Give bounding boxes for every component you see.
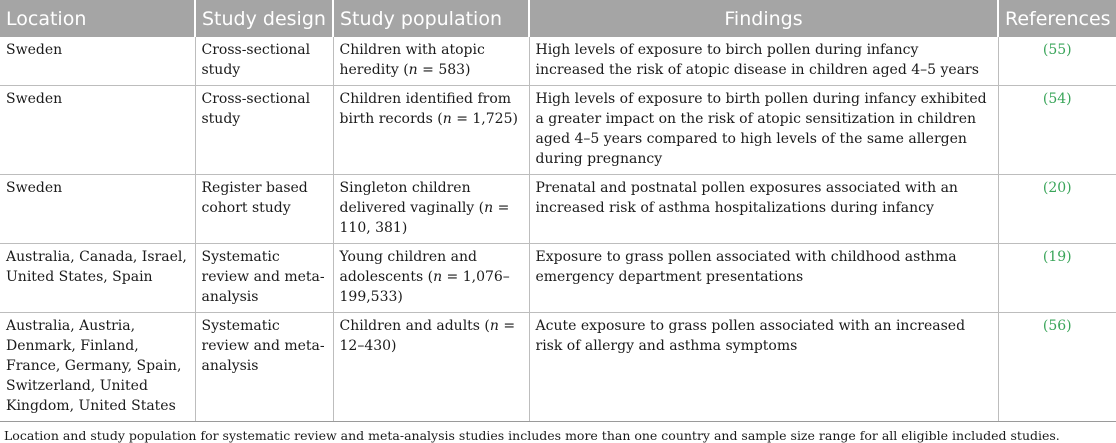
cell-study-population bbox=[333, 175, 529, 244]
n-symbol: n bbox=[489, 318, 499, 334]
population-text: Young children and adolescents ( bbox=[339, 249, 477, 285]
cell-reference bbox=[998, 313, 1116, 422]
cell-location: Australia, Austria, Denmark, Finland, France, Germany, Spain, Switzerland, United Kingdom, United States bbox=[0, 313, 195, 422]
cell-study-design: Cross-sectional study bbox=[195, 37, 333, 86]
cell-reference bbox=[998, 244, 1116, 313]
table-row bbox=[0, 37, 1116, 86]
n-symbol: n bbox=[484, 200, 494, 216]
reference-link[interactable]: (20) bbox=[1042, 180, 1072, 196]
cell-reference bbox=[998, 86, 1116, 175]
cell-study-design: Systematic review and meta-analysis bbox=[195, 244, 333, 313]
cell-location: Sweden bbox=[0, 175, 195, 244]
cell-study-population bbox=[333, 86, 529, 175]
cell-findings: High levels of exposure to birth pollen during infancy exhibited a greater impact on the risk of atopic sensitization in children aged 4–5 years compared to high levels of the same allergen during pregnancy bbox=[529, 86, 998, 175]
reference-link[interactable]: (55) bbox=[1042, 42, 1072, 58]
table-row bbox=[0, 175, 1116, 244]
population-text: Children with atopic heredity ( bbox=[339, 42, 485, 78]
cell-findings: Prenatal and postnatal pollen exposures associated with an increased risk of asthma hospitalizations during infancy bbox=[529, 175, 998, 244]
population-count: = 1,725) bbox=[451, 111, 518, 127]
n-symbol: n bbox=[433, 269, 443, 285]
cell-study-design: Systematic review and meta-analysis bbox=[195, 313, 333, 422]
cell-findings: Acute exposure to grass pollen associated with an increased risk of allergy and asthma symptoms bbox=[529, 313, 998, 422]
population-text: Children and adults ( bbox=[339, 318, 490, 334]
cell-study-design: Cross-sectional study bbox=[195, 86, 333, 175]
cell-findings: High levels of exposure to birch pollen during infancy increased the risk of atopic disease in children aged 4–5 years bbox=[529, 37, 998, 86]
cell-findings: Exposure to grass pollen associated with childhood asthma emergency department presentations bbox=[529, 244, 998, 313]
n-symbol: n bbox=[442, 111, 452, 127]
cell-study-population bbox=[333, 313, 529, 422]
header-location: Location bbox=[0, 0, 195, 37]
cell-location: Australia, Canada, Israel, United States, Spain bbox=[0, 244, 195, 313]
population-count: = 1,076–199,533) bbox=[339, 269, 510, 305]
cell-study-design: Register based cohort study bbox=[195, 175, 333, 244]
cell-study-population bbox=[333, 37, 529, 86]
population-count: = 583) bbox=[417, 62, 471, 78]
table-footnote: Location and study population for systematic review and meta-analysis studies includes more than one country and sample size range for all eligible included studies. bbox=[4, 428, 1060, 443]
population-text: Children identified from birth records ( bbox=[339, 91, 512, 127]
header-study-population: Study population bbox=[333, 0, 529, 37]
reference-link[interactable]: (54) bbox=[1042, 91, 1072, 107]
population-count: = 12–430) bbox=[339, 318, 516, 354]
table-row bbox=[0, 244, 1116, 313]
header-findings: Findings bbox=[529, 0, 998, 37]
cell-location: Sweden bbox=[0, 86, 195, 175]
cell-location: Sweden bbox=[0, 37, 195, 86]
header-references: References bbox=[998, 0, 1116, 37]
header-study-design: Study design bbox=[195, 0, 333, 37]
population-text: Singleton children delivered vaginally ( bbox=[339, 180, 485, 216]
population-count: = 110, 381) bbox=[339, 200, 510, 236]
cell-reference bbox=[998, 175, 1116, 244]
n-symbol: n bbox=[408, 62, 418, 78]
cell-study-population bbox=[333, 244, 529, 313]
cell-reference bbox=[998, 37, 1116, 86]
table-row bbox=[0, 86, 1116, 175]
reference-link[interactable]: (56) bbox=[1042, 318, 1072, 334]
reference-link[interactable]: (19) bbox=[1042, 249, 1072, 265]
table-row bbox=[0, 313, 1116, 422]
table-header-row bbox=[0, 0, 1116, 37]
